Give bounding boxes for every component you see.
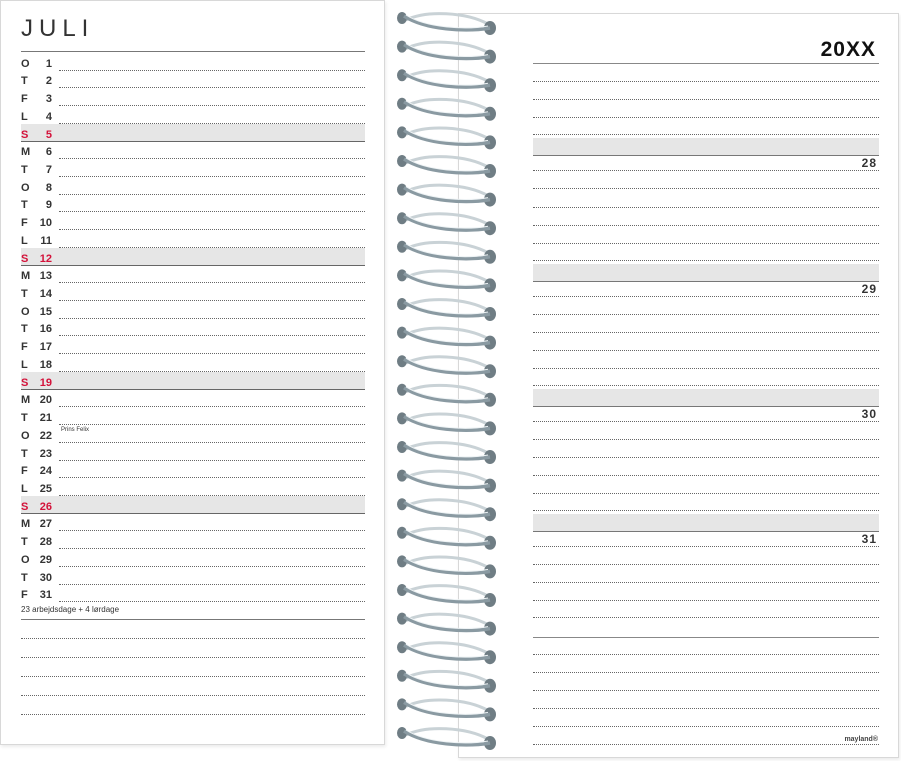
weekday-letter: F — [21, 465, 28, 478]
spiral-coil — [397, 298, 496, 321]
day-number: 7 — [45, 164, 52, 176]
spiral-coil — [397, 584, 496, 607]
writing-line[interactable] — [533, 457, 879, 458]
weekday-letter: T — [21, 75, 28, 88]
weekday-letter: O — [21, 429, 30, 442]
weekday-letter: O — [21, 305, 30, 318]
day-row[interactable] — [21, 337, 365, 355]
writing-line[interactable] — [533, 654, 879, 655]
weekday-letter: T — [21, 536, 28, 549]
day-number: 6 — [45, 146, 52, 159]
writing-line[interactable] — [533, 134, 879, 135]
writing-line[interactable] — [533, 600, 879, 601]
weekday-letter: L — [21, 234, 28, 247]
writing-line[interactable] — [533, 672, 879, 673]
day-row[interactable] — [21, 230, 365, 248]
spiral-coil — [397, 184, 496, 207]
notes-line[interactable] — [21, 676, 365, 677]
writing-line[interactable] — [533, 582, 879, 583]
day-row[interactable] — [21, 585, 365, 603]
weekday-letter: L — [21, 110, 28, 123]
writing-line[interactable] — [533, 493, 879, 494]
spiral-coil — [397, 441, 496, 464]
notes-line[interactable] — [21, 695, 365, 696]
day-row[interactable] — [21, 319, 365, 337]
writing-line[interactable] — [533, 385, 879, 386]
spiral-coil — [397, 498, 496, 521]
spiral-coil — [397, 241, 496, 264]
day-number: 25 — [39, 482, 52, 495]
weekday-letter: T — [21, 288, 28, 301]
writing-line[interactable] — [533, 744, 879, 745]
spiral-coil — [397, 641, 496, 664]
spiral-coil — [397, 470, 496, 493]
day-number: 14 — [39, 288, 52, 301]
spiral-coil — [397, 613, 496, 636]
day-row[interactable] — [21, 443, 365, 461]
writing-line[interactable] — [533, 188, 879, 189]
writing-line[interactable] — [533, 207, 879, 208]
day-row[interactable] — [21, 514, 365, 532]
day-number: 11 — [40, 234, 52, 247]
writing-line[interactable] — [533, 225, 879, 226]
spiral-coil — [397, 155, 496, 178]
weekday-letter: S — [21, 252, 29, 265]
weekday-letter: T — [21, 412, 28, 425]
writing-line[interactable] — [533, 81, 879, 82]
day-row[interactable] — [21, 124, 365, 142]
writing-line[interactable] — [533, 726, 879, 727]
day-number: 27 — [39, 518, 52, 531]
writing-line[interactable] — [533, 546, 879, 547]
day-number: 31 — [39, 589, 52, 602]
spiral-coil — [397, 212, 496, 235]
day-number: 12 — [39, 252, 52, 265]
notes-divider — [533, 637, 879, 638]
spiral-coil — [397, 412, 496, 435]
notes-line[interactable] — [21, 657, 365, 658]
day-row[interactable] — [21, 212, 365, 230]
day-row[interactable] — [21, 567, 365, 585]
day-row[interactable] — [21, 354, 365, 372]
writing-line[interactable] — [533, 617, 879, 618]
writing-line[interactable] — [533, 332, 879, 333]
writing-line[interactable] — [533, 117, 879, 118]
weekday-letter: F — [21, 93, 28, 106]
week-number: 28 — [861, 156, 877, 171]
holiday-note: Prins Felix — [61, 427, 90, 434]
spiral-coil — [397, 69, 496, 92]
month-title: JULI — [21, 15, 95, 42]
spiral-coil — [397, 555, 496, 578]
weekday-letter: L — [21, 482, 28, 495]
day-number: 29 — [39, 553, 52, 566]
day-row[interactable] — [21, 248, 365, 266]
day-row[interactable] — [21, 496, 365, 514]
day-number: 22 — [39, 429, 52, 442]
day-row[interactable] — [21, 177, 365, 195]
weekend-band — [533, 138, 879, 156]
writing-line[interactable] — [533, 260, 879, 261]
notes-line[interactable] — [21, 714, 365, 715]
spiral-coil — [397, 670, 496, 693]
writing-line[interactable] — [533, 314, 879, 315]
left-page — [0, 0, 385, 745]
writing-line[interactable] — [533, 243, 879, 244]
weekday-letter: M — [21, 146, 31, 159]
weekday-letter: F — [21, 217, 28, 230]
day-number: 15 — [39, 305, 52, 318]
spiral-coil — [397, 727, 496, 750]
month-rule — [21, 51, 365, 52]
week-number: 31 — [861, 532, 877, 547]
weekend-band — [533, 264, 879, 282]
day-row[interactable] — [21, 531, 365, 549]
day-row[interactable] — [21, 142, 365, 160]
weekday-letter: O — [21, 553, 30, 566]
day-row[interactable] — [21, 195, 365, 213]
day-number: 20 — [39, 394, 52, 407]
weekday-letter: L — [21, 358, 28, 371]
writing-line[interactable] — [533, 296, 879, 297]
writing-line — [59, 601, 365, 602]
day-number: 28 — [39, 536, 52, 549]
weekday-letter: M — [21, 518, 31, 531]
day-number: 30 — [39, 571, 52, 584]
day-number: 24 — [39, 465, 52, 478]
spiral-coil — [397, 384, 496, 407]
year-label: 20XX — [820, 38, 876, 61]
writing-line[interactable] — [533, 368, 879, 369]
weekday-letter: F — [21, 589, 28, 602]
day-number: 21 — [39, 412, 52, 425]
day-number: 1 — [45, 57, 52, 70]
weekday-letter: T — [21, 571, 28, 584]
day-number: 9 — [45, 199, 52, 212]
day-number: 8 — [45, 181, 52, 194]
spiral-coil — [397, 126, 496, 149]
weekday-letter: S — [21, 128, 29, 141]
notes-line[interactable] — [21, 638, 365, 639]
brand-logo: mayland® — [844, 736, 878, 743]
week-number: 29 — [861, 282, 877, 297]
weekday-letter: F — [21, 341, 28, 354]
day-row[interactable] — [21, 283, 365, 301]
day-row[interactable] — [21, 88, 365, 106]
day-number: 26 — [39, 500, 52, 513]
spiral-coil — [397, 355, 496, 378]
day-number: 19 — [39, 376, 52, 389]
day-number: 2 — [45, 75, 52, 88]
day-row[interactable] — [21, 407, 365, 425]
writing-line[interactable] — [533, 350, 879, 351]
day-row[interactable] — [21, 53, 365, 71]
day-row[interactable] — [21, 461, 365, 479]
day-row[interactable] — [21, 301, 365, 319]
writing-line[interactable] — [533, 708, 879, 709]
spiral-coil — [397, 698, 496, 721]
spiral-coil — [397, 269, 496, 292]
writing-line[interactable] — [533, 421, 879, 422]
weekday-letter: S — [21, 376, 29, 389]
writing-line[interactable] — [533, 99, 879, 100]
weekend-band — [533, 514, 879, 532]
weekday-letter: S — [21, 500, 29, 513]
writing-line[interactable] — [533, 510, 879, 511]
weekday-letter: M — [21, 394, 31, 407]
weekday-letter: T — [21, 447, 28, 460]
day-number: 17 — [39, 341, 52, 354]
spiral-coil — [397, 41, 496, 64]
day-number: 4 — [45, 110, 52, 123]
day-number: 10 — [39, 217, 52, 230]
spiral-coil — [397, 327, 496, 350]
weekday-letter: T — [21, 199, 28, 212]
week-number: 30 — [861, 407, 877, 422]
writing-line[interactable] — [533, 439, 879, 440]
day-number: 16 — [39, 323, 52, 336]
day-row[interactable] — [21, 159, 365, 177]
weekday-letter: M — [21, 270, 31, 283]
writing-line[interactable] — [533, 170, 879, 171]
spiral-coil — [397, 527, 496, 550]
day-number: 23 — [39, 447, 52, 460]
day-row[interactable] — [21, 425, 365, 443]
day-row[interactable] — [21, 266, 365, 284]
weekday-letter: T — [21, 323, 28, 336]
weekend-band — [533, 389, 879, 407]
writing-line[interactable] — [533, 475, 879, 476]
day-row[interactable] — [21, 372, 365, 390]
day-row[interactable] — [21, 106, 365, 124]
workdays-summary: 23 arbejdsdage + 4 lørdage — [21, 605, 120, 614]
spiral-binding — [386, 0, 502, 761]
day-number: 5 — [45, 128, 52, 141]
day-number: 13 — [39, 270, 52, 283]
writing-line[interactable] — [533, 564, 879, 565]
day-row[interactable] — [21, 71, 365, 89]
notes-divider — [21, 619, 365, 620]
weekday-letter: T — [21, 164, 28, 176]
day-row[interactable] — [21, 549, 365, 567]
day-number: 18 — [39, 358, 52, 371]
writing-line[interactable] — [533, 690, 879, 691]
day-row[interactable] — [21, 478, 365, 496]
weekday-letter: O — [21, 57, 30, 70]
right-page — [458, 13, 899, 758]
spiral-coil — [397, 98, 496, 121]
header-rule — [533, 63, 879, 64]
weekday-letter: O — [21, 181, 30, 194]
day-row[interactable] — [21, 390, 365, 408]
spiral-coil — [397, 12, 496, 35]
day-number: 3 — [45, 93, 52, 106]
